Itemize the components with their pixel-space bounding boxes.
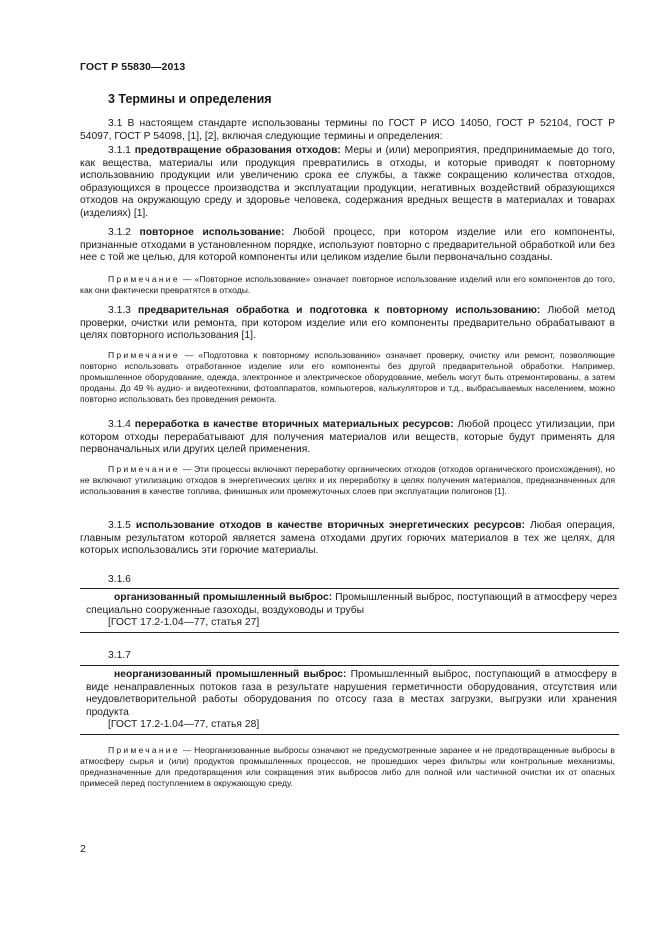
term-name: переработка в качестве вторичных материальных ресурсов: bbox=[134, 419, 454, 430]
term-number-3-1-7: 3.1.7 bbox=[108, 650, 131, 661]
note-text: — Эти процессы включают переработку органических отходов (отходов органического происхождения), но не включают утилизацию отходов в энергетических целях и их переработку в целях получения материалов, предназначенных для использования в качестве топлива, финишных или промежуточных слоев при эксплуатации полигонов [1]. bbox=[80, 464, 615, 496]
term-3-1-3 bbox=[80, 305, 615, 343]
note-label: Примечание bbox=[108, 274, 180, 284]
term-name: организованный промышленный выброс: bbox=[114, 592, 333, 603]
term-name: использование отходов в качестве вторичных энергетических ресурсов: bbox=[135, 520, 526, 531]
note-label: Примечание bbox=[108, 745, 180, 755]
term-definition: Любой процесс утилизации, при котором отходы перерабатывают для получения материалов или веществ, которые будут применять для первоначальных или других целей применения. bbox=[80, 419, 615, 456]
term-number: 3.1.1 bbox=[108, 145, 135, 156]
term-number: 3.1.4 bbox=[108, 419, 135, 430]
intro-paragraph: 3.1 В настоящем стандарте использованы термины по ГОСТ Р ИСО 14050, ГОСТ Р 52104, ГОСТ Р 54097, ГОСТ Р 54098, [1], [2], включая следующие термины и определения: bbox=[80, 118, 615, 142]
note-label: Примечание bbox=[108, 350, 180, 360]
note-3-1-7 bbox=[80, 745, 615, 789]
term-3-1-5 bbox=[80, 520, 615, 558]
term-number: 3.1.3 bbox=[108, 305, 139, 316]
term-name: неорганизованный промышленный выброс: bbox=[114, 669, 347, 680]
term-3-1-1 bbox=[80, 145, 615, 221]
term-definition: Любой метод проверки, очистки или ремонта, при котором изделие или его компоненты предварительно обрабатывают в целях повторного использования [1]. bbox=[80, 305, 615, 342]
note-3-1-2 bbox=[80, 274, 615, 296]
term-definition: Промышленный выброс, поступающий в атмосферу в виде ненаправленных потоков газа в результате нарушения герметичности оборудования, отсутствия или неудовлетворительной работы оборудования по отсосу газа в местах загрузки, выгрузки или хранения продукта bbox=[86, 669, 617, 718]
document-header: ГОСТ Р 55830—2013 bbox=[80, 61, 186, 73]
note-text: — «Подготовка к повторному использованию» означает проверку, очистку или ремонт, позволяющие повторно использовать отработанное изделие или его компоненты без другой предварительной обработки. Например, промышленное оборудование, одежда, электронное и электрическое оборудование, мебель могут быть отремонтированы, а затем проданы. До 49 % аудио- и видеотехники, фотоаппаратов, компьютеров, калькуляторов и т.д., выбрасываемых населением, можно повторно использовать без проведения ремонта. bbox=[80, 350, 615, 404]
term-definition: Любая операция, главным результатом которой является замена отходами других горючих материалов в тех же целях, для которых использовались эти горючие материалы. bbox=[80, 520, 616, 557]
term-number-3-1-6: 3.1.6 bbox=[108, 574, 131, 585]
term-name: повторное использование: bbox=[139, 227, 285, 238]
term-3-1-7 bbox=[80, 666, 619, 719]
term-box-3-1-7 bbox=[80, 665, 619, 735]
term-definition: Любой процесс, при котором изделие или его компоненты, признанные отходами в установленном порядке, используют повторно с предварительной обработкой или без нее с той же целью, для которой компоненты или целиком изделие были первоначально созданы. bbox=[80, 227, 615, 264]
note-text: — Неорганизованные выбросы означают не предусмотренные заранее и не предотвращенные выбросы в атмосферу сырья и (или) продуктов промышленных процессов, не прошедших через фильтры или контрольные механизмы, предназначенные для предотвращения или сокращения этих выбросов либо для полной или частичной очистки их от опасных примесей перед поступлением в окружающую среду. bbox=[80, 745, 615, 788]
term-3-1-6 bbox=[80, 589, 619, 617]
note-3-1-3 bbox=[80, 350, 615, 405]
term-number: 3.1.2 bbox=[108, 227, 140, 238]
term-reference: [ГОСТ 17.2-1.04—77, статья 28] bbox=[108, 719, 260, 731]
term-name: предварительная обработка и подготовка к повторному использованию: bbox=[138, 305, 541, 316]
note-text: — «Повторное использование» означает повторное использование изделий или его компонентов до того, как они фактически превратятся в отходы. bbox=[80, 274, 615, 295]
term-3-1-2 bbox=[80, 227, 615, 265]
term-name: предотвращение образования отходов: bbox=[134, 145, 341, 156]
page-number: 2 bbox=[80, 843, 86, 855]
term-definition: Меры и (или) мероприятия, предпринимаемые до того, как вещества, материалы или продукция превратились в отходы, и которые приводят к повторному использованию продукции или увеличению срока ее службы, а также сокращению количества отходов, образующихся в процессе производства и эксплуатации продукции, негативных воздействий образующихся отходов на окружающую среду и здоровье человека, содержания вредных веществ в материалах и товарах (изделиях) [1]. bbox=[80, 145, 615, 219]
note-label: Примечание bbox=[108, 464, 180, 474]
term-definition: Промышленный выброс, поступающий в атмосферу через специально сооруженные газоходы, воздуховоды и трубы bbox=[86, 592, 617, 616]
term-reference: [ГОСТ 17.2-1.04—77, статья 27] bbox=[108, 617, 260, 629]
term-box-3-1-6 bbox=[80, 588, 619, 633]
term-3-1-4 bbox=[80, 419, 615, 457]
section-title: 3 Термины и определения bbox=[108, 92, 272, 106]
note-3-1-4 bbox=[80, 464, 615, 497]
term-number: 3.1.5 bbox=[108, 520, 136, 531]
